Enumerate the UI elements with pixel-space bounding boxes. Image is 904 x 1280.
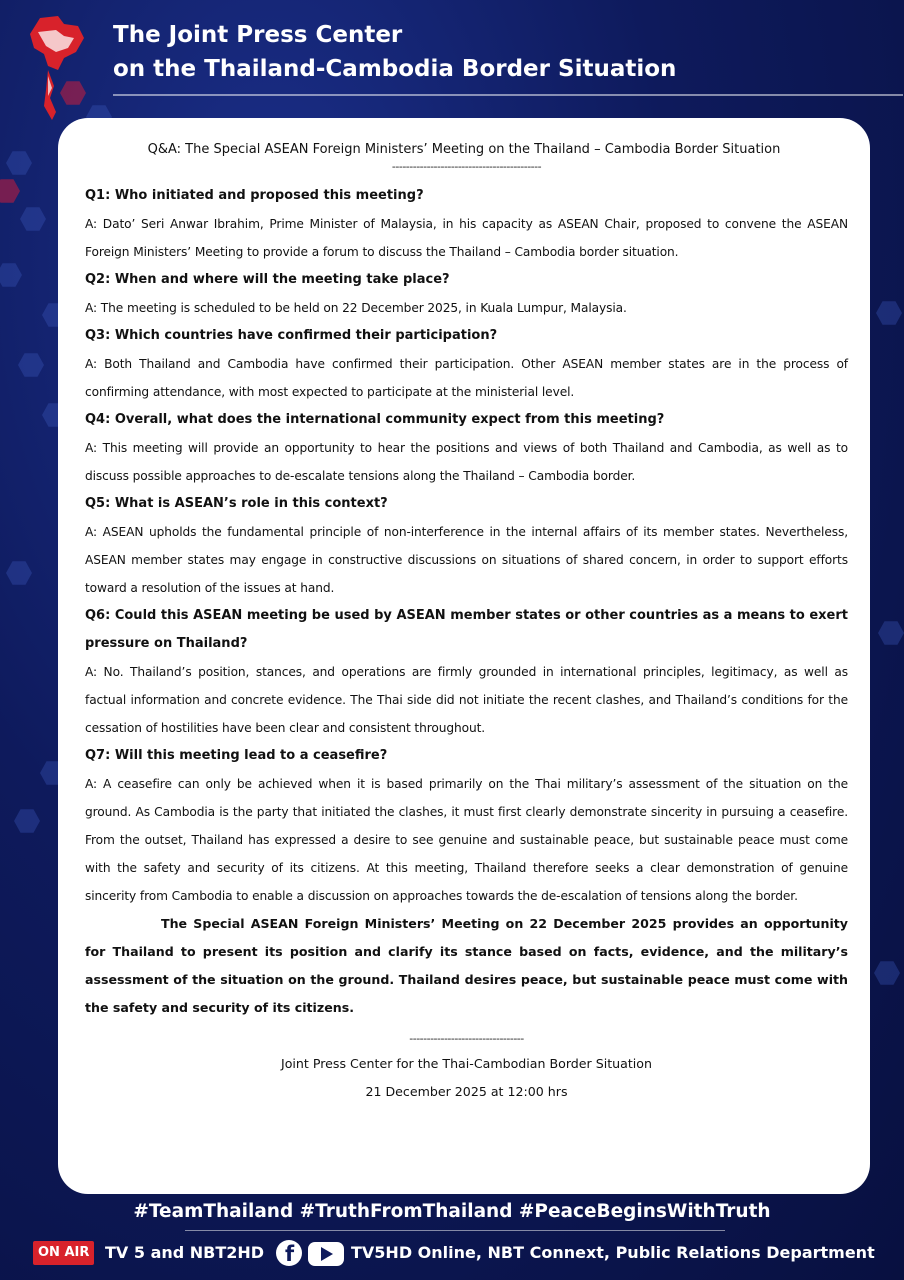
question-3: Q3: Which countries have confirmed their participation? [85, 328, 498, 343]
hashtags: #TeamThailand #TruthFromThailand #PeaceBeginsWithTruth [133, 1201, 771, 1222]
question-1: Q1: Who initiated and proposed this meeting? [85, 188, 424, 203]
signature-divider: --------------------------------- [409, 1032, 524, 1045]
question-6: Q6: Could this ASEAN meeting be used by ASEAN member states or other countries as a means to exert pressure on Thailand? [85, 608, 848, 651]
header-title-line1: The Joint Press Center [113, 22, 403, 48]
answer-2: A: The meeting is scheduled to be held on 22 December 2025, in Kuala Lumpur, Malaysia. [85, 301, 627, 315]
tv-channels: TV 5 and NBT2HD [105, 1243, 265, 1262]
answer-3: A: Both Thailand and Cambodia have confirmed their participation. Other ASEAN member states are in the process of confirming attendance, with most expected to participate at the ministerial level. [85, 357, 848, 399]
question-7: Q7: Will this meeting lead to a ceasefire? [85, 748, 388, 763]
answer-6: A: No. Thailand’s position, stances, and operations are firmly grounded in international principles, legitimacy, as well as factual information and concrete evidence. The Thai side did not initiate the recent clashes, and Thailand’s conditions for the cessation of hostilities have been clear and consistent throughout. [85, 665, 848, 735]
header-title [113, 18, 676, 86]
facebook-icon: f [276, 1240, 302, 1266]
question-2: Q2: When and where will the meeting take place? [85, 272, 450, 287]
answer-1: A: Dato’ Seri Anwar Ibrahim, Prime Minister of Malaysia, in his capacity as ASEAN Chair, proposed to convene the ASEAN Foreign Ministers’ Meeting to provide a forum to discuss the Thailand – Cambodia border situation. [85, 217, 848, 259]
qa-document-card [58, 118, 870, 1194]
issue-date: 21 December 2025 at 12:00 hrs [365, 1084, 568, 1099]
broadcast-bar [0, 1236, 904, 1272]
header-divider [113, 94, 903, 96]
answer-5: A: ASEAN upholds the fundamental principle of non-interference in the internal affairs of its member states. Nevertheless, ASEAN member states may engage in constructive discussions on situations of shared concern, in order to support efforts toward a resolution of the issues at hand. [85, 525, 848, 595]
thailand-map-logo-icon [18, 14, 90, 124]
youtube-icon [308, 1242, 344, 1266]
signature: Joint Press Center for the Thai-Cambodian Border Situation [281, 1056, 652, 1071]
document-title: Q&A: The Special ASEAN Foreign Ministers’ Meeting on the Thailand – Cambodia Border Situation [147, 142, 781, 157]
footer-divider [185, 1230, 725, 1231]
answer-7: A: A ceasefire can only be achieved when it is based primarily on the Thai military’s assessment of the situation on the ground. As Cambodia is the party that initiated the clashes, it must first clearly demonstrate sincerity in pursuing a ceasefire. From the outset, Thailand has expressed a desire to see genuine and sustainable peace, but sustainable peace must come with the safety and security of its citizens. At this meeting, Thailand therefore seeks a clear demonstration of genuine sincerity from Cambodia to enable a discussion on approaches towards the de-escalation of tensions along the border. [85, 777, 848, 903]
closing-statement: The Special ASEAN Foreign Ministers’ Meeting on 22 December 2025 provides an opportunity for Thailand to present its position and clarify its stance based on facts, evidence, and the military’s assessment of the situation on the ground. Thailand desires peace, but sustainable peace must come with the safety and security of its citizens. [85, 916, 848, 1015]
on-air-badge: ON AIR [33, 1241, 94, 1265]
title-divider: ------------------------------------------- [391, 160, 542, 173]
question-4: Q4: Overall, what does the international community expect from this meeting? [85, 412, 665, 427]
online-channels: TV5HD Online, NBT Connext, Public Relations Department [351, 1243, 875, 1262]
question-5: Q5: What is ASEAN’s role in this context? [85, 496, 388, 511]
header-title-line2: on the Thailand-Cambodia Border Situation [113, 56, 677, 82]
answer-4: A: This meeting will provide an opportunity to hear the positions and views of both Thailand and Cambodia, as well as to discuss possible approaches to de-escalate tensions along the Thailand – Cambodia border. [85, 441, 848, 483]
